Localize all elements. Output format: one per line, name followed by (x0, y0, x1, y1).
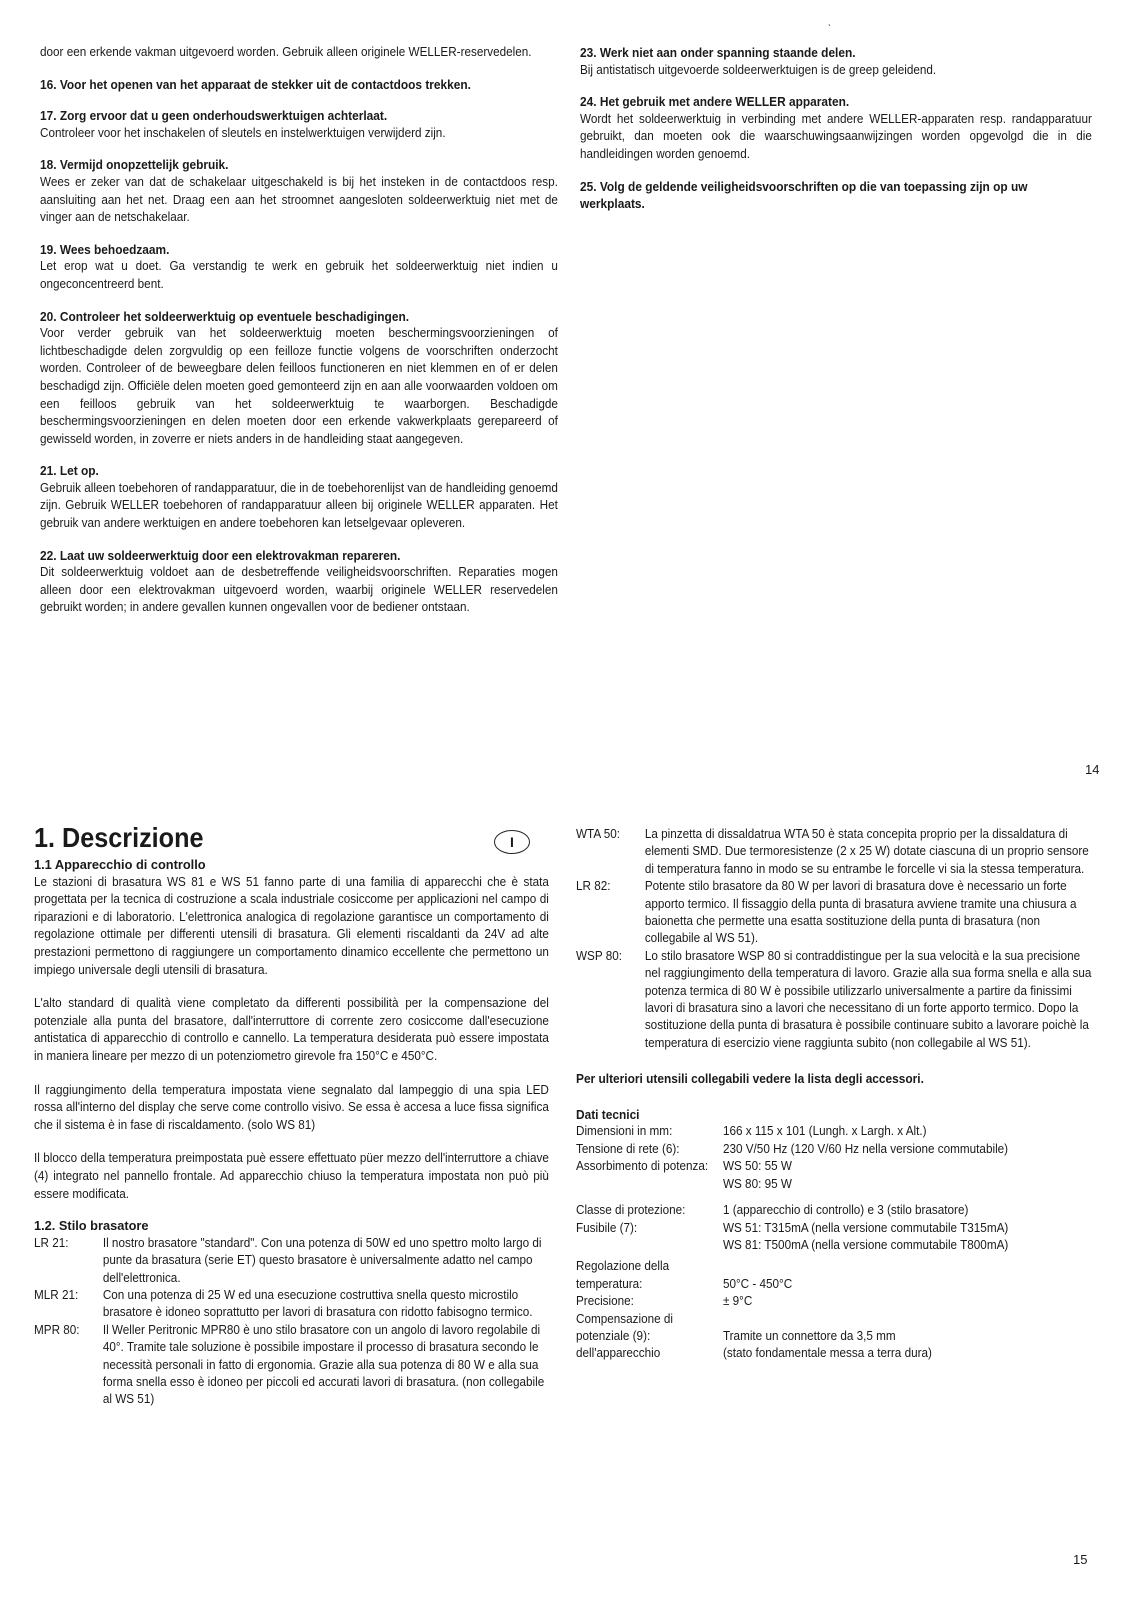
page-number-top: 14 (1085, 762, 1100, 777)
spec-row (576, 1293, 1096, 1310)
spec-key: Tensione di rete (6): (576, 1141, 680, 1156)
tech-data-table (576, 1123, 1096, 1362)
language-badge: I (494, 830, 530, 854)
section-heading-1-1: 1.1 Apparecchio di controllo (34, 857, 206, 872)
description-paragraph: Le stazioni di brasatura WS 81 e WS 51 fanno parte di una familia di apparecchi che è stata progettata per la tecnica di costruzione a scala industriale cosiccome per applicazioni nel campo di riparazioni e di laboratorio. L'elettronica analogica di regolazione garantisce un comportamento di regolazione ottimale per differenti utensili di brasatura. Gli elementi riscaldanti da 24V ad alte prestazioni permettono di raggiungere un comportamento dinamico eccellente che permettono un impiego universale degli utensili di brasatura. (34, 874, 549, 977)
spec-value: Tramite un connettore da 3,5 mm (722, 1328, 896, 1343)
spec-value: 166 x 115 x 101 (Lungh. x Largh. x Alt.) (722, 1124, 927, 1139)
safety-item-17 (40, 107, 558, 142)
tool-description: Con una potenza di 25 W ed una esecuzione costruttiva snella questo microstilo brasatore è idoneo soprattutto per lavori di brasatura con ridotto fabisogno termico. (102, 1287, 533, 1320)
spec-value: WS 50: 55 W (722, 1159, 792, 1174)
item-heading: 19. Wees behoedzaam. (40, 241, 170, 257)
tech-data-heading: Dati tecnici (576, 1106, 640, 1122)
section-heading-1-2: 1.2. Stilo brasatore (34, 1218, 149, 1234)
safety-item-21 (40, 462, 558, 532)
safety-item-22 (40, 547, 558, 617)
spec-value: WS 81: T500mA (nella versione commutabile T800mA) (722, 1237, 1009, 1252)
tool-description: Potente stilo brasatore da 80 W per lavori di brasatura dove è necessario un forte apporto termico. Il fissaggio della punta di brasatura avviene tramite una chiusura a baionetta che permette una esatta sostituzione della punta di brasatura (non collegabile al WS 51). (644, 879, 1077, 946)
spec-row (576, 1141, 1096, 1158)
item-heading: 24. Het gebruik met andere WELLER apparaten. (580, 94, 850, 110)
item-body: Bij antistatisch uitgevoerde soldeerwerktuigen is de greep geleidend. (580, 62, 937, 77)
spec-value (723, 1311, 1096, 1328)
top-right-column (580, 44, 1092, 227)
tool-entry-lr82 (576, 878, 1096, 948)
tool-entry-wta50 (576, 826, 1096, 878)
safety-item-23 (580, 44, 1092, 79)
spec-row (576, 1345, 1096, 1362)
safety-item-19 (40, 241, 558, 294)
item-heading: 25. Volg de geldende veiligheidsvoorschriften op die van toepassing zijn op uw werkplaats. (580, 178, 1028, 212)
tool-description: La pinzetta di dissaldatrua WTA 50 è stata concepita proprio per la dissaldatura di elementi SMD. Due termoresistenze (2 x 25 W) dotate ciascuna di un proprio sensore di temperatura fanno in modo se su entrambe le forcelle vi sia la stessa temperatura. (644, 827, 1089, 876)
safety-item-18 (40, 156, 558, 226)
tool-label: WTA 50: (576, 827, 621, 841)
item-body: Voor verder gebruik van het soldeerwerktuig moeten beschermingsvoorzieningen of lichtbeschadigde delen zorgvuldig op een feilloze functie volgens de voorschriften onderzocht worden. Controleer of de beweegbare delen feilloos functioneren en niet klemmen en of er delen beschadigd zijn. Officiële delen moeten goed gemonteerd zijn en aan alle voorwaarden voldoen om een feilloos gebruik van het soldeerwerktuig te waarborgen. Beschadigde beschermingsvoorzieningen en delen moeten door een erkende vakwerkplaats gerepareerd of gewisseld worden, in zoverre er niets anders in de handleiding staat aangegeven. (40, 326, 558, 446)
item-heading: 18. Vermijd onopzettelijk gebruik. (40, 157, 229, 173)
spec-key: temperatura: (576, 1276, 643, 1291)
tool-entry-mlr21 (34, 1287, 549, 1322)
spec-row (576, 1311, 1096, 1328)
spec-key: Fusibile (7): (576, 1220, 638, 1235)
tool-label: LR 21: (34, 1235, 69, 1250)
item-body: Dit soldeerwerktuig voldoet aan de desbetreffende veiligheidsvoorschriften. Reparaties mogen alleen door een elektrovakman uitgevoerd worden, waarbij originele WELLER reservedelen gebruikt worden; in andere gevallen kunnen ongevallen voor de bediener ontstaan. (40, 565, 558, 615)
tool-label: WSP 80: (576, 948, 623, 963)
item-heading: 23. Werk niet aan onder spanning staande delen. (580, 45, 856, 60)
spec-key: dell'apparecchio (576, 1346, 661, 1361)
spec-value (723, 1258, 1096, 1275)
spec-key (576, 1237, 723, 1254)
tool-entry-wsp80 (576, 948, 1096, 1052)
spec-key: Regolazione della (576, 1259, 670, 1274)
spec-value: WS 80: 95 W (722, 1176, 792, 1191)
scan-mark: ˎ (828, 16, 832, 27)
item-heading: 22. Laat uw soldeerwerktuig door een elektrovakman repareren. (40, 547, 401, 563)
item-heading: 17. Zorg ervoor dat u geen onderhoudswerktuigen achterlaat. (40, 108, 388, 124)
spec-row (576, 1276, 1096, 1293)
item-body: Wees er zeker van dat de schakelaar uitgeschakeld is bij het insteken in de contactdoos resp. aansluiting aan het net. Draag een aan het stroomnet aangesloten soldeerwerktuig niet met de vinger aan de netschakelaar. (40, 174, 558, 225)
item-body: Gebruik alleen toebehoren of randapparatuur, die in de toebehorenlijst van de handleiding genoemd zijn. Gebruik WELLER toebehoren of randapparatuur alleen bij originele WELLER apparaten. Het gebruik van andere werktuigen en andere toebehoren kan letselgevaar opleveren. (40, 480, 558, 531)
page-title: 1. Descrizione (34, 822, 204, 853)
description-paragraph: Il blocco della temperatura preimpostata puè essere effettuato püer mezzo dell'interruttore a chiave (4) integrato nel pannello frontale. Ad apparecchio chiuso la temperatura impostata non può più essere modificata. (34, 1151, 549, 1201)
spec-value: WS 51: T315mA (nella versione commutabile T315mA) (722, 1220, 1009, 1235)
item-heading: 16. Voor het openen van het apparaat de stekker uit de contactdoos trekken. (40, 76, 471, 92)
tool-description: Il Weller Peritronic MPR80 è uno stilo brasatore con un angolo di lavoro regolabile di 40°. Tramite tale soluzione è possibile impostare il processo di brasatura secondo le necessità personali in fatto di ergonomia. Grazie alla sua potenza di 80 W e alla sua forma snella esso è idoneo per piccoli ed accurati lavori di brasatura. (non collegabile al WS 51) (102, 1322, 545, 1407)
tool-label: MPR 80: (34, 1322, 80, 1337)
spec-key: potenziale (9): (576, 1328, 651, 1343)
spec-key: Classe di protezione: (576, 1203, 686, 1218)
spec-row (576, 1202, 1096, 1219)
tool-entry-mpr80 (34, 1322, 549, 1409)
spec-row (576, 1220, 1096, 1237)
safety-item-25 (580, 178, 1092, 213)
tool-entry-lr21 (34, 1235, 549, 1287)
spec-value: 50°C - 450°C (722, 1276, 793, 1291)
item-heading: 20. Controleer het soldeerwerktuig op eventuele beschadigingen. (40, 308, 410, 324)
spec-key: Compensazione di (576, 1311, 674, 1326)
description-paragraph: Il raggiungimento della temperatura impostata viene segnalato dal lampeggio di una spia LED rossa all'interno del display che serve come controllo visivo. Se essa è accesa a luce fissa significa che il sistema è in fase di riscaldamento. (solo WS 81) (34, 1082, 549, 1132)
safety-item-20 (40, 308, 558, 449)
tool-label: MLR 21: (34, 1287, 79, 1302)
item-body: Controleer voor het inschakelen of sleutels en instelwerktuigen verwijderd zijn. (40, 125, 446, 140)
spec-value: (stato fondamentale messa a terra dura) (722, 1346, 932, 1361)
top-left-column (40, 44, 558, 631)
spec-value: ± 9°C (722, 1294, 753, 1309)
spec-key: Assorbimento di potenza: (576, 1159, 709, 1174)
item-body: Wordt het soldeerwerktuig in verbinding met andere WELLER-apparaten resp. randapparatuur gebruikt, dan moeten ook die waarschuwingsaanwijzingen worden opgevolgd die in die handleidingen worden genoemd. (580, 111, 1092, 161)
accessories-note: Per ulteriori utensili collegabili vedere la lista degli accessori. (576, 1071, 924, 1087)
safety-item-24 (580, 93, 1092, 163)
intro-text: door een erkende vakman uitgevoerd worden. Gebruik alleen originele WELLER-reservedelen. (40, 45, 532, 59)
safety-item-16 (40, 76, 558, 94)
bottom-left-column (34, 822, 549, 1409)
tool-description: Lo stilo brasatore WSP 80 si contraddistingue per la sua velocità e la sua precisione nel raggiungimento della temperatura di lavoro. Grazie alla sua forma snella e alla sua potenza termica di 80 W è possibile utilizzarlo universalmente a partire da finissimi lavori di brasatura sino a lavori che necessitano di un forte apporto termico. Dopo la sostituzione della punta di brasatura è possibile continuare subito a lavorare poichè la temperatura di esercizio viene raggiunta subito (non collegabile al WS 51). (644, 948, 1092, 1050)
tool-label: LR 82: (576, 879, 611, 894)
item-body: Let erop wat u doet. Ga verstandig te werk en gebruik het soldeerwerktuig niet indien u ongeconcentreerd bent. (40, 259, 558, 291)
spec-row (576, 1328, 1096, 1345)
spec-key (576, 1176, 723, 1193)
spec-key: Precisione: (576, 1294, 634, 1309)
item-heading: 21. Let op. (40, 463, 99, 479)
page-number-bottom: 15 (1073, 1552, 1088, 1567)
tool-description: Il nostro brasatore "standard". Con una potenza di 50W ed uno spettro molto largo di punte da brasatura (serie ET) questo brasatore è universalmente adatto nel campo dell'elettronica. (102, 1235, 542, 1285)
spec-key: Dimensioni in mm: (576, 1124, 673, 1139)
spec-row (576, 1123, 1096, 1140)
description-paragraph: L'alto standard di qualità viene completato da differenti possibilità per la compensazione del potenziale alla punta del brasatore, dall'interruttore di corrente zero cosiccome dall'esecuzione antistatica di apparecchio di controllo e cannello. La temperatura desiderata può essere impostata in maniera lineare per mezzo di un potenziometro girevole fra 150°C e 450°C. (34, 996, 549, 1063)
spec-row (576, 1158, 1096, 1175)
spec-row (576, 1258, 1096, 1275)
spec-row (576, 1176, 1096, 1193)
spec-value: 1 (apparecchio di controllo) e 3 (stilo brasatore) (722, 1203, 969, 1218)
spec-row (576, 1237, 1096, 1254)
spec-value: 230 V/50 Hz (120 V/60 Hz nella versione commutabile) (722, 1141, 1009, 1156)
bottom-right-column (576, 826, 1096, 1363)
